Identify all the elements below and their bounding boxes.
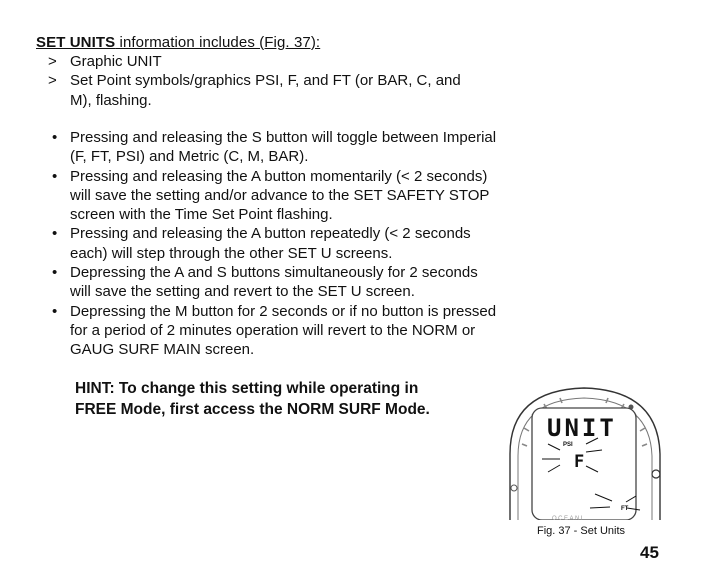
dash-text: Set Point symbols/graphics PSI, F, and FT (or BAR, C, and bbox=[70, 72, 461, 89]
list-item: • Depressing the A and S buttons simultaneously for 2 seconds will save the setting and revert to the SET U screen. bbox=[52, 263, 502, 302]
dive-computer-figure bbox=[500, 384, 668, 520]
hint-box bbox=[75, 378, 430, 420]
ft-label: FT bbox=[621, 506, 629, 512]
hint-line-1: HINT: To change this setting while operating in bbox=[75, 380, 419, 397]
heading-bold: SET UNITS bbox=[36, 34, 116, 51]
hint-line-2: FREE Mode, first access the NORM SURF Mode. bbox=[75, 401, 430, 418]
section-heading bbox=[36, 33, 320, 53]
dash-text: Graphic UNIT bbox=[70, 53, 162, 70]
list-item: • Pressing and releasing the S button will toggle between Imperial (F, FT, PSI) and Metric (C, M, BAR). bbox=[52, 128, 502, 167]
dash-marker: > bbox=[48, 72, 57, 89]
figure-caption: Fig. 37 - Set Units bbox=[537, 525, 626, 537]
left-button bbox=[511, 485, 517, 491]
unit-value: F bbox=[574, 452, 585, 472]
list-item: • Pressing and releasing the A button repeatedly (< 2 seconds each) will step through the other SET U screens. bbox=[52, 224, 502, 263]
right-button bbox=[652, 470, 660, 478]
list-item: • Depressing the M button for 2 seconds or if no button is pressed for a period of 2 minutes operation will revert to the NORM or GAUG SURF MAIN screen. bbox=[52, 302, 502, 360]
display-unit-text: UNIT bbox=[547, 414, 617, 442]
dash-text-continuation: M), flashing. bbox=[70, 92, 152, 109]
dash-item-setpoint bbox=[48, 71, 461, 90]
list-item: • Pressing and releasing the A button momentarily (< 2 seconds) will save the setting and/or advance to the SET SAFETY STOP screen with the Time Set Point flashing. bbox=[52, 167, 502, 225]
psi-label: PSI bbox=[563, 442, 573, 448]
heading-rest: information includes (Fig. 37): bbox=[115, 34, 321, 51]
dash-marker: > bbox=[48, 53, 57, 70]
brand-text: OCEANI bbox=[552, 516, 585, 520]
page-number: 45 bbox=[640, 543, 659, 562]
dash-item-unit bbox=[48, 52, 162, 71]
bullet-list bbox=[52, 128, 502, 360]
